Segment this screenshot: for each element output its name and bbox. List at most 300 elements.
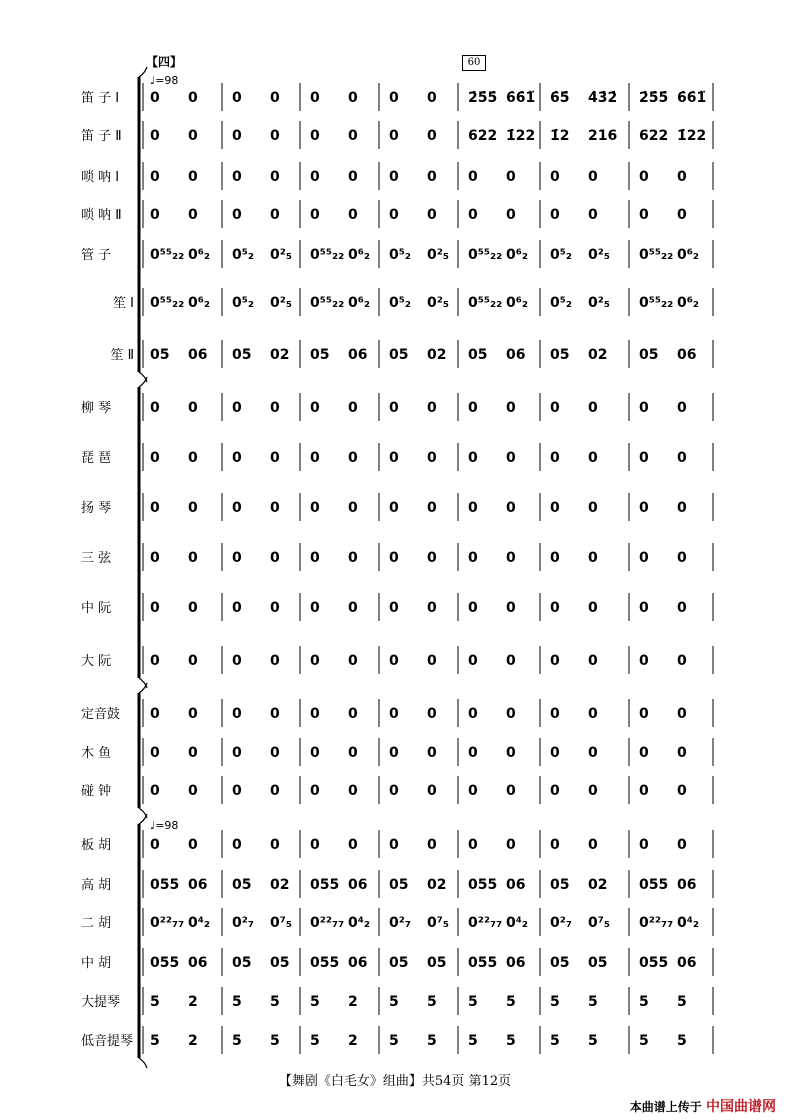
note: 0 xyxy=(639,653,649,669)
note: 0 xyxy=(468,706,478,722)
note: 0 xyxy=(506,550,516,566)
note: 0 xyxy=(389,207,399,223)
note: 5 xyxy=(677,994,687,1010)
note: 0⁵⁵₂₂ xyxy=(150,295,185,311)
note: 0 xyxy=(427,400,437,416)
note: 0 xyxy=(348,128,358,144)
instrument-label: 中 阮 xyxy=(81,601,112,616)
note: 05 xyxy=(389,347,409,363)
note: 5 xyxy=(270,1033,280,1049)
note: 0 xyxy=(310,706,320,722)
note: 0 xyxy=(639,400,649,416)
note: 0 xyxy=(677,653,687,669)
note: 06 xyxy=(506,955,526,971)
site-logo: 中国曲谱网 xyxy=(706,1099,776,1115)
note: 0 xyxy=(310,500,320,516)
note: 0 xyxy=(310,745,320,761)
note: 0 xyxy=(270,550,280,566)
note: 0 xyxy=(506,783,516,799)
note: 622 xyxy=(468,128,498,144)
note: 0 xyxy=(427,169,437,185)
note: 0 xyxy=(310,400,320,416)
note: 055 xyxy=(639,877,669,893)
note: 0⁶₂ xyxy=(188,247,211,263)
instrument-label: 低音提琴 xyxy=(81,1034,134,1049)
note: 0 xyxy=(232,706,242,722)
note: 0⁵₂ xyxy=(389,247,412,263)
note: 0 xyxy=(310,600,320,616)
note: 0 xyxy=(188,837,198,853)
instrument-label: 笙 Ⅱ xyxy=(110,348,134,363)
note: 0 xyxy=(270,169,280,185)
note: 0²₅ xyxy=(270,247,293,263)
note: 02 xyxy=(270,347,290,363)
note: 06 xyxy=(188,347,208,363)
note: 0 xyxy=(427,550,437,566)
note: 0 xyxy=(270,745,280,761)
note: 0 xyxy=(639,837,649,853)
section-mark: 【四】 xyxy=(146,55,183,69)
note: 216 xyxy=(588,128,618,144)
bracket-hook xyxy=(139,67,147,77)
note: 0 xyxy=(270,128,280,144)
note: 0 xyxy=(468,837,478,853)
note: 0 xyxy=(348,169,358,185)
note: 0 xyxy=(677,600,687,616)
note: 0⁵⁵₂₂ xyxy=(310,247,345,263)
instrument-label: 大提琴 xyxy=(81,995,121,1010)
note: 05 xyxy=(389,877,409,893)
note: 0⁶₂ xyxy=(677,295,700,311)
note: 0 xyxy=(468,783,478,799)
note: 0 xyxy=(677,207,687,223)
note: 0 xyxy=(270,400,280,416)
note: 0 xyxy=(270,450,280,466)
note: 0 xyxy=(588,400,598,416)
note: 5 xyxy=(639,1033,649,1049)
note: 5 xyxy=(270,994,280,1010)
note: 0 xyxy=(389,400,399,416)
note: 0 xyxy=(270,600,280,616)
note: 5 xyxy=(150,1033,160,1049)
note: 0⁷₅ xyxy=(588,915,611,931)
note: 0⁴₂ xyxy=(506,915,529,931)
note: 0²²₇₇ xyxy=(639,915,674,931)
note: 0 xyxy=(150,653,160,669)
note: 0 xyxy=(348,450,358,466)
note: 0 xyxy=(550,745,560,761)
note: 6̇5̇ xyxy=(550,90,570,106)
note: 0 xyxy=(188,169,198,185)
note: 0 xyxy=(427,207,437,223)
note: 0 xyxy=(677,837,687,853)
note: 06 xyxy=(506,877,526,893)
note: 5 xyxy=(506,1033,516,1049)
note: 0 xyxy=(427,706,437,722)
note: 06 xyxy=(506,347,526,363)
note: 0 xyxy=(188,207,198,223)
note: 0 xyxy=(468,550,478,566)
note: 0 xyxy=(348,400,358,416)
note: 0 xyxy=(270,783,280,799)
note: 05 xyxy=(468,347,488,363)
note: 5 xyxy=(506,994,516,1010)
note: 0 xyxy=(348,207,358,223)
note: 02 xyxy=(588,347,608,363)
note: 0 xyxy=(427,783,437,799)
note: 06 xyxy=(348,955,368,971)
note: 0 xyxy=(389,500,399,516)
note: 055 xyxy=(310,877,340,893)
note: 0 xyxy=(188,450,198,466)
note: 5 xyxy=(310,994,320,1010)
note: 05 xyxy=(310,347,330,363)
note: 0 xyxy=(427,837,437,853)
note: 0 xyxy=(310,653,320,669)
note: 0 xyxy=(588,600,598,616)
note: 0 xyxy=(550,207,560,223)
note: 0 xyxy=(506,653,516,669)
note: 0⁴₂ xyxy=(348,915,371,931)
note: 0 xyxy=(506,706,516,722)
bracket-hook xyxy=(139,377,147,387)
note: 0²₅ xyxy=(270,295,293,311)
note: 0 xyxy=(677,450,687,466)
note: 055 xyxy=(150,877,180,893)
tempo-mark: ♩=98 xyxy=(150,74,179,87)
note: 0 xyxy=(188,90,198,106)
note: 0⁴₂ xyxy=(188,915,211,931)
note: 0 xyxy=(270,207,280,223)
note: 0⁵⁵₂₂ xyxy=(639,247,674,263)
note: 0 xyxy=(232,169,242,185)
note: 02 xyxy=(270,877,290,893)
note: 0 xyxy=(310,450,320,466)
instrument-label: 柳 琴 xyxy=(81,401,112,416)
note: 0 xyxy=(150,550,160,566)
note: 0 xyxy=(270,90,280,106)
bracket-hook xyxy=(139,1058,147,1068)
note: 05 xyxy=(389,955,409,971)
note: 0⁵⁵₂₂ xyxy=(468,295,503,311)
note: 0 xyxy=(150,207,160,223)
watermark xyxy=(630,1096,776,1116)
note: 5 xyxy=(310,1033,320,1049)
note: 0 xyxy=(588,706,598,722)
note: 0 xyxy=(348,600,358,616)
note: 0 xyxy=(639,745,649,761)
note: 0 xyxy=(232,400,242,416)
tempo-mark: ♩=98 xyxy=(150,819,179,832)
note: 0 xyxy=(150,745,160,761)
note: 06 xyxy=(677,347,697,363)
note: 0 xyxy=(506,837,516,853)
note: 6̇6̇1̈ xyxy=(677,90,707,106)
note: 5 xyxy=(389,994,399,1010)
note: 055 xyxy=(310,955,340,971)
note: 0 xyxy=(677,745,687,761)
note: 5 xyxy=(468,1033,478,1049)
note: 0 xyxy=(389,653,399,669)
note: 0⁵₂ xyxy=(550,295,573,311)
note: 5 xyxy=(150,994,160,1010)
note: 0²²₇₇ xyxy=(468,915,503,931)
note: 0 xyxy=(677,706,687,722)
note: 0 xyxy=(232,128,242,144)
instrument-label: 碰 钟 xyxy=(81,784,112,799)
note: 0 xyxy=(677,169,687,185)
note: 5 xyxy=(468,994,478,1010)
note: 0 xyxy=(389,783,399,799)
note: 0 xyxy=(188,128,198,144)
note: 05 xyxy=(550,877,570,893)
note: 0 xyxy=(550,450,560,466)
note: 2 xyxy=(348,994,358,1010)
note: 0 xyxy=(550,653,560,669)
note: 0 xyxy=(427,653,437,669)
note: 0 xyxy=(389,169,399,185)
note: 0⁶₂ xyxy=(506,295,529,311)
note: 0 xyxy=(348,783,358,799)
note: 0 xyxy=(550,783,560,799)
note: 0⁶₂ xyxy=(348,247,371,263)
note: 5 xyxy=(588,1033,598,1049)
note: 5 xyxy=(639,994,649,1010)
note: 0 xyxy=(389,90,399,106)
note: 0 xyxy=(389,450,399,466)
note: 055 xyxy=(639,955,669,971)
note: 0 xyxy=(348,745,358,761)
note: 0 xyxy=(188,653,198,669)
note: 0 xyxy=(639,169,649,185)
note: 0⁵₂ xyxy=(232,295,255,311)
note: 0²₅ xyxy=(427,295,450,311)
note: 0 xyxy=(506,600,516,616)
note: 0⁵⁵₂₂ xyxy=(310,295,345,311)
note: 0 xyxy=(588,169,598,185)
instrument-label: 板 胡 xyxy=(81,838,112,853)
instrument-label: 管 子 xyxy=(81,248,112,263)
note: 0 xyxy=(468,169,478,185)
note: 0 xyxy=(232,90,242,106)
note: 05 xyxy=(588,955,608,971)
note: 5 xyxy=(389,1033,399,1049)
note: 0 xyxy=(232,600,242,616)
note: 2̇5̇5̇ xyxy=(639,90,669,106)
note: 055 xyxy=(468,955,498,971)
note: 0 xyxy=(427,90,437,106)
note: 0 xyxy=(310,169,320,185)
note: 0 xyxy=(550,837,560,853)
note: 0 xyxy=(677,500,687,516)
note: 0 xyxy=(150,450,160,466)
note: 0 xyxy=(150,500,160,516)
note: 0 xyxy=(150,706,160,722)
note: 0 xyxy=(506,207,516,223)
note: 0²₇ xyxy=(232,915,255,931)
note: 0 xyxy=(677,783,687,799)
note: 0 xyxy=(310,837,320,853)
note: 0⁵₂ xyxy=(550,247,573,263)
note: 0 xyxy=(389,128,399,144)
note: 05 xyxy=(427,955,447,971)
note: 0 xyxy=(588,550,598,566)
note: 0 xyxy=(639,706,649,722)
note: 0 xyxy=(468,500,478,516)
note: 5 xyxy=(427,994,437,1010)
bracket-hook xyxy=(139,683,147,693)
note: 5 xyxy=(232,1033,242,1049)
note: 0 xyxy=(506,450,516,466)
note: 5 xyxy=(550,1033,560,1049)
instrument-label: 笛 子 Ⅰ xyxy=(81,91,120,106)
instrument-label: 高 胡 xyxy=(81,878,112,893)
note: 0 xyxy=(427,745,437,761)
note: 0 xyxy=(639,500,649,516)
note: 2 xyxy=(348,1033,358,1049)
instrument-label: 木 鱼 xyxy=(81,746,112,761)
note: 0⁴₂ xyxy=(677,915,700,931)
note: 0 xyxy=(506,745,516,761)
note: 6̇6̇1̈ xyxy=(506,90,536,106)
note: 0 xyxy=(188,500,198,516)
note: 06 xyxy=(188,955,208,971)
note: 0 xyxy=(232,550,242,566)
note: 0⁵₂ xyxy=(232,247,255,263)
note: 0 xyxy=(468,653,478,669)
note: 0 xyxy=(639,783,649,799)
note: 0 xyxy=(427,600,437,616)
note: 02 xyxy=(588,877,608,893)
note: 1̇22 xyxy=(506,128,536,144)
bracket-hook xyxy=(139,814,147,824)
note: 0⁵₂ xyxy=(389,295,412,311)
note: 05 xyxy=(639,347,659,363)
note: 1̇22 xyxy=(677,128,707,144)
note: 5 xyxy=(588,994,598,1010)
instrument-label: 定音鼓 xyxy=(81,707,121,722)
note: 0 xyxy=(468,600,478,616)
note: 05 xyxy=(232,877,252,893)
note: 0²₇ xyxy=(550,915,573,931)
note: 0⁶₂ xyxy=(677,247,700,263)
note: 05 xyxy=(232,955,252,971)
note: 0 xyxy=(550,600,560,616)
instrument-label: 笛 子 Ⅱ xyxy=(81,129,122,144)
note: 0 xyxy=(188,400,198,416)
note: 0 xyxy=(550,400,560,416)
note: 0 xyxy=(232,207,242,223)
instrument-label: 三 弦 xyxy=(81,551,112,566)
note: 055 xyxy=(150,955,180,971)
note: 2̇5̇5̇ xyxy=(468,90,498,106)
note: 0 xyxy=(150,128,160,144)
note: 0 xyxy=(232,653,242,669)
note: 0 xyxy=(150,90,160,106)
note: 0⁷₅ xyxy=(270,915,293,931)
rehearsal-number: 60 xyxy=(462,55,486,71)
note: 0 xyxy=(468,207,478,223)
note: 0 xyxy=(150,400,160,416)
note: 0 xyxy=(150,169,160,185)
note: 5 xyxy=(550,994,560,1010)
instrument-label: 琵 琶 xyxy=(81,451,112,466)
note: 2 xyxy=(188,994,198,1010)
instrument-label: 二 胡 xyxy=(81,916,112,931)
note: 0 xyxy=(310,90,320,106)
note: 0 xyxy=(506,400,516,416)
note: 0 xyxy=(427,128,437,144)
note: 0 xyxy=(468,745,478,761)
note: 0 xyxy=(270,653,280,669)
note: 0 xyxy=(348,550,358,566)
note: 0 xyxy=(348,500,358,516)
note: 06 xyxy=(348,347,368,363)
note: 0 xyxy=(188,706,198,722)
note: 0⁷₅ xyxy=(427,915,450,931)
note: 0 xyxy=(588,783,598,799)
instrument-label: 大 阮 xyxy=(81,654,112,669)
note: 0 xyxy=(150,600,160,616)
note: 0²₅ xyxy=(427,247,450,263)
note: 0 xyxy=(588,450,598,466)
note: 06 xyxy=(348,877,368,893)
note: 0 xyxy=(639,450,649,466)
note: 0 xyxy=(506,500,516,516)
note: 05 xyxy=(150,347,170,363)
note: 0⁶₂ xyxy=(188,295,211,311)
instrument-label: 中 胡 xyxy=(81,956,112,971)
note: 0²₅ xyxy=(588,247,611,263)
note: 2 xyxy=(188,1033,198,1049)
note: 0 xyxy=(232,450,242,466)
note: 05 xyxy=(550,955,570,971)
note: 0 xyxy=(348,706,358,722)
note: 0 xyxy=(310,550,320,566)
note: 0 xyxy=(389,745,399,761)
note: 0 xyxy=(389,837,399,853)
note: 0²²₇₇ xyxy=(310,915,345,931)
upload-text: 本曲谱上传于 xyxy=(629,1100,702,1114)
note: 0 xyxy=(389,600,399,616)
note: 05 xyxy=(270,955,290,971)
note: 0 xyxy=(348,837,358,853)
note: 0 xyxy=(270,706,280,722)
note: 0 xyxy=(188,745,198,761)
note: 0 xyxy=(427,450,437,466)
note: 02 xyxy=(427,347,447,363)
note: 0 xyxy=(588,207,598,223)
note: 0 xyxy=(348,653,358,669)
note: 02 xyxy=(427,877,447,893)
note: 0 xyxy=(232,745,242,761)
note: 5 xyxy=(232,994,242,1010)
note: 0 xyxy=(550,500,560,516)
note: 05 xyxy=(232,347,252,363)
note: 0²₅ xyxy=(588,295,611,311)
note: 0 xyxy=(310,783,320,799)
note: 5 xyxy=(427,1033,437,1049)
note: 0 xyxy=(677,400,687,416)
note: 0 xyxy=(188,783,198,799)
footer-title: 【舞剧《白毛女》组曲】共54页 第12页 xyxy=(278,1074,512,1089)
note: 0 xyxy=(639,600,649,616)
note: 0 xyxy=(427,500,437,516)
note: 1̇2 xyxy=(550,128,570,144)
note: 05 xyxy=(550,347,570,363)
note: 06 xyxy=(188,877,208,893)
note: 0⁵⁵₂₂ xyxy=(639,295,674,311)
